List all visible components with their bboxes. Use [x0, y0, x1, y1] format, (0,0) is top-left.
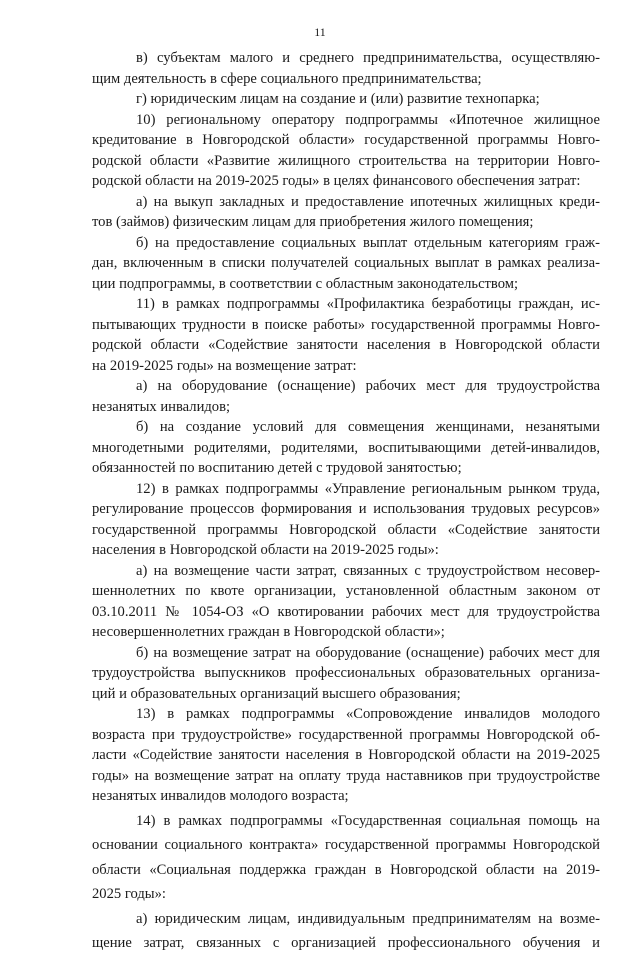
text-line: основании социального контракта» государственной программы Новгородской	[92, 837, 600, 853]
text-line: многодетными родителями, родителями, воспитывающими детей-инвалидов,	[92, 439, 600, 456]
text-line: а) на оборудование (оснащение) рабочих мест для трудоустройства	[136, 378, 600, 394]
text-line: дан, включенным в списки получателей социальных выплат в рамках реализа-	[92, 255, 600, 271]
text-line: пытывающих трудности в поиске работы» государственной программы Новго-	[92, 316, 600, 333]
text-line: 2025 годы»:	[92, 886, 166, 902]
text-line: незанятых инвалидов;	[92, 398, 231, 415]
text-line: родской области на 2019-2025 годы» в целях финансового обеспечения затрат:	[92, 173, 581, 189]
text-line: тов (займов) физическим лицам для приобретения жилого помещения;	[92, 214, 534, 230]
text-line: государственной программы Новгородской области «Содействие занятости	[92, 521, 600, 538]
text-line: а) на возмещение части затрат, связанных с трудоустройством несовер-	[136, 562, 600, 579]
text-line: родской области «Содействие занятости населения в Новгородской области	[92, 337, 600, 353]
text-line: на 2019-2025 годы» на возмещение затрат:	[92, 357, 357, 374]
text-line: трудоустройства выпускников профессиональных образовательных организа-	[92, 665, 600, 681]
text-line: родской области «Развитие жилищного строительства на территории Новго-	[92, 152, 600, 169]
text-line: кредитование в Новгородской области» государственной программы Новго-	[92, 132, 600, 148]
text-line: регулирование процессов формирования и использования трудовых ресурсов»	[92, 501, 600, 517]
text-line: ласти «Содействие занятости населения в Новгородской области на 2019-2025	[92, 747, 600, 763]
text-line: возраста при трудоустройстве» государственной программы Новгородской об-	[92, 726, 600, 743]
text-line: ций и образовательных организаций высшего образования;	[92, 685, 461, 702]
text-line: 14) в рамках подпрограммы «Государственная социальная помощь на	[136, 812, 600, 829]
text-line: б) на предоставление социальных выплат отдельным категориям граж-	[136, 234, 600, 251]
text-line: в) субъектам малого и среднего предпринимательства, осуществляю-	[136, 50, 600, 66]
text-line: обязанностей по воспитанию детей с трудовой занятостью;	[92, 460, 462, 476]
text-line: 03.10.2011 № 1054-ОЗ «О квотировании рабочих мест для трудоустройства	[92, 603, 600, 620]
text-line: незанятых инвалидов молодого возраста;	[92, 788, 349, 804]
text-line: шеннолетних по квоте организации, установленной областным законом от	[92, 583, 600, 599]
text-line: ции подпрограммы, в соответствии с областным законодательством;	[92, 275, 519, 292]
text-line: 10) региональному оператору подпрограммы «Ипотечное жилищное	[136, 111, 600, 128]
text-line: населения в Новгородской области на 2019-2025 годы»:	[92, 542, 439, 558]
text-line: а) юридическим лицам, индивидуальным предпринимателям на возме-	[136, 910, 600, 927]
text-line: б) на возмещение затрат на оборудование (оснащение) рабочих мест для	[136, 644, 600, 661]
page-number: 11	[314, 25, 326, 39]
document-body	[92, 48, 600, 954]
text-line: б) на создание условий для совмещения женщинами, незанятыми	[136, 419, 600, 435]
text-line: годы» на возмещение затрат на оплату труда наставников при трудоустройстве	[92, 767, 600, 784]
text-line: 12) в рамках подпрограммы «Управление региональным рынком труда,	[136, 480, 600, 497]
text-line: а) на выкуп закладных и предоставление ипотечных жилищных креди-	[136, 193, 600, 210]
text-line: 13) в рамках подпрограммы «Сопровождение инвалидов молодого	[136, 706, 600, 722]
text-line: несовершеннолетних граждан в Новгородской области»;	[92, 624, 445, 640]
text-line: щим деятельность в сфере социального предпринимательства;	[92, 70, 482, 87]
text-line: области «Социальная поддержка граждан в Новгородской области на 2019-	[92, 861, 600, 878]
text-line: г) юридическим лицам на создание и (или) развитие технопарка;	[136, 91, 540, 107]
text-line: щение затрат, связанных с организацией профессионального обучения и	[92, 935, 600, 951]
text-line: 11) в рамках подпрограммы «Профилактика безработицы граждан, ис-	[136, 296, 600, 312]
